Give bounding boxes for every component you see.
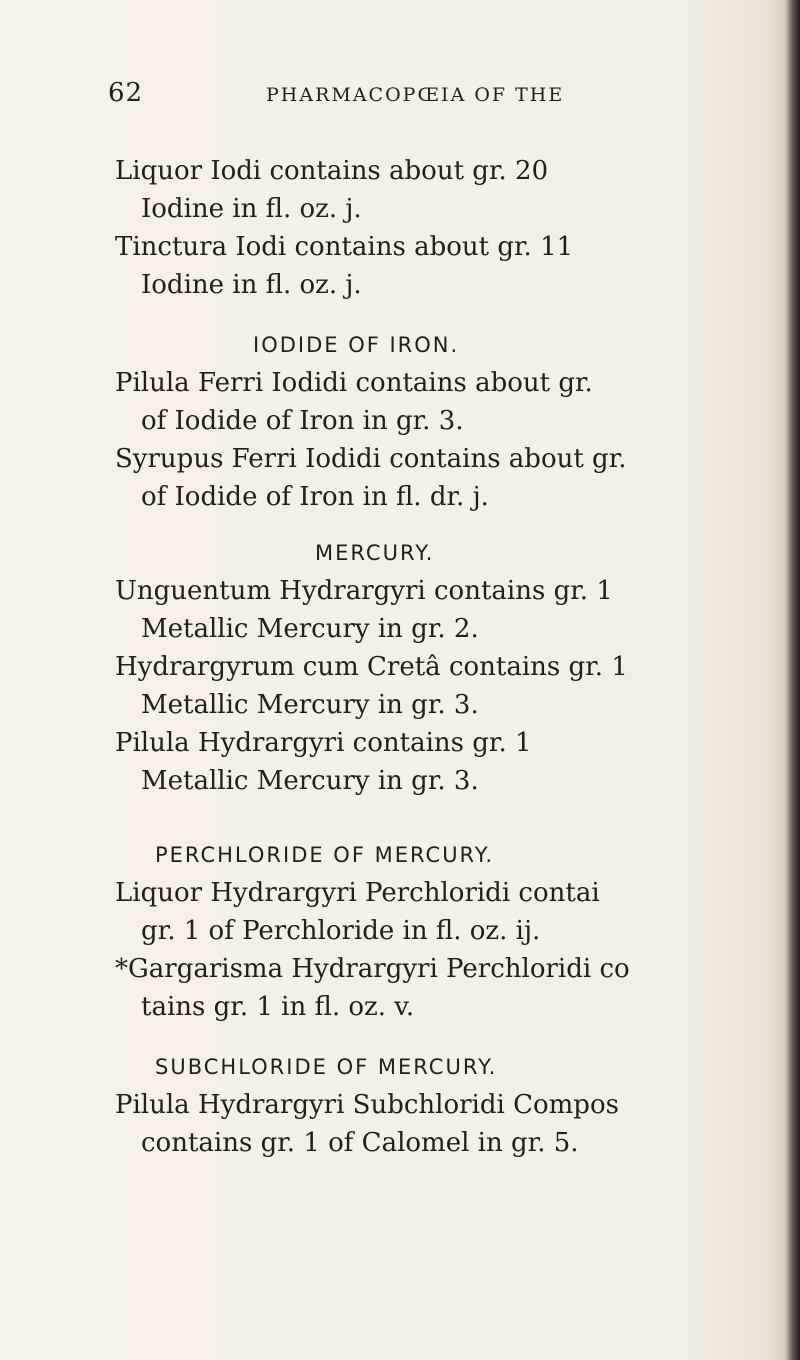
entry-unguentum-hydrargyri: [115, 572, 755, 648]
entry-pilula-hydrargyri-subchloridi: [115, 1086, 755, 1162]
entry-continuation: Iodine in fl. oz. j.: [141, 270, 362, 300]
running-head: PHARMACOPŒIA OF THE: [266, 84, 565, 106]
page-number: 62: [108, 78, 144, 108]
entry-syrupus-ferri-iodidi: [115, 440, 755, 516]
section-heading-perchloride-of-mercury: PERCHLORIDE OF MERCURY.: [155, 843, 495, 867]
entry-continuation: Metallic Mercury in gr. 2.: [141, 614, 479, 644]
page-header: [108, 78, 708, 118]
entry-continuation: Metallic Mercury in gr. 3.: [141, 690, 479, 720]
entry-first-line: Pilula Hydrargyri Subchloridi Compos: [115, 1090, 619, 1120]
entry-first-line: Hydrargyrum cum Cretâ contains gr. 1: [115, 652, 628, 682]
entry-pilula-ferri-iodidi: [115, 364, 755, 440]
entry-first-line: Liquor Iodi contains about gr. 20: [115, 156, 549, 186]
entry-continuation: Metallic Mercury in gr. 3.: [141, 766, 479, 796]
entry-continuation: of Iodide of Iron in fl. dr. j.: [141, 482, 489, 512]
section-heading-iodide-of-iron: IODIDE OF IRON.: [253, 333, 460, 357]
entry-tinctura-iodi: [115, 228, 755, 304]
entry-first-line: Pilula Hydrargyri contains gr. 1: [115, 728, 532, 758]
entry-first-line: Liquor Hydrargyri Perchloridi contai: [115, 878, 600, 908]
entry-hydrargyrum-cum-creta: [115, 648, 755, 724]
entry-first-line: Tinctura Iodi contains about gr. 11: [115, 232, 574, 262]
entry-continuation: Iodine in fl. oz. j.: [141, 194, 362, 224]
entry-first-line: Syrupus Ferri Iodidi contains about gr.: [115, 444, 627, 474]
entry-first-line: Unguentum Hydrargyri contains gr. 1: [115, 576, 613, 606]
page-body: [115, 152, 755, 1162]
binding-gutter: [766, 0, 800, 1360]
entry-liquor-iodi: [115, 152, 755, 228]
entry-continuation: gr. 1 of Perchloride in fl. oz. ij.: [141, 916, 541, 946]
entry-first-line: Pilula Ferri Iodidi contains about gr.: [115, 368, 593, 398]
entry-continuation: tains gr. 1 in fl. oz. v.: [141, 992, 415, 1022]
entry-first-line: *Gargarisma Hydrargyri Perchloridi co: [115, 954, 630, 984]
entry-continuation: of Iodide of Iron in gr. 3.: [141, 406, 464, 436]
section-heading-subchloride-of-mercury: SUBCHLORIDE OF MERCURY.: [155, 1055, 498, 1079]
entry-liquor-hydrargyri-perchloridi: [115, 874, 755, 950]
entry-continuation: contains gr. 1 of Calomel in gr. 5.: [141, 1128, 579, 1158]
entry-pilula-hydrargyri: [115, 724, 755, 800]
section-heading-mercury: MERCURY.: [315, 541, 435, 565]
entry-gargarisma-hydrargyri-perchloridi: [115, 950, 755, 1026]
